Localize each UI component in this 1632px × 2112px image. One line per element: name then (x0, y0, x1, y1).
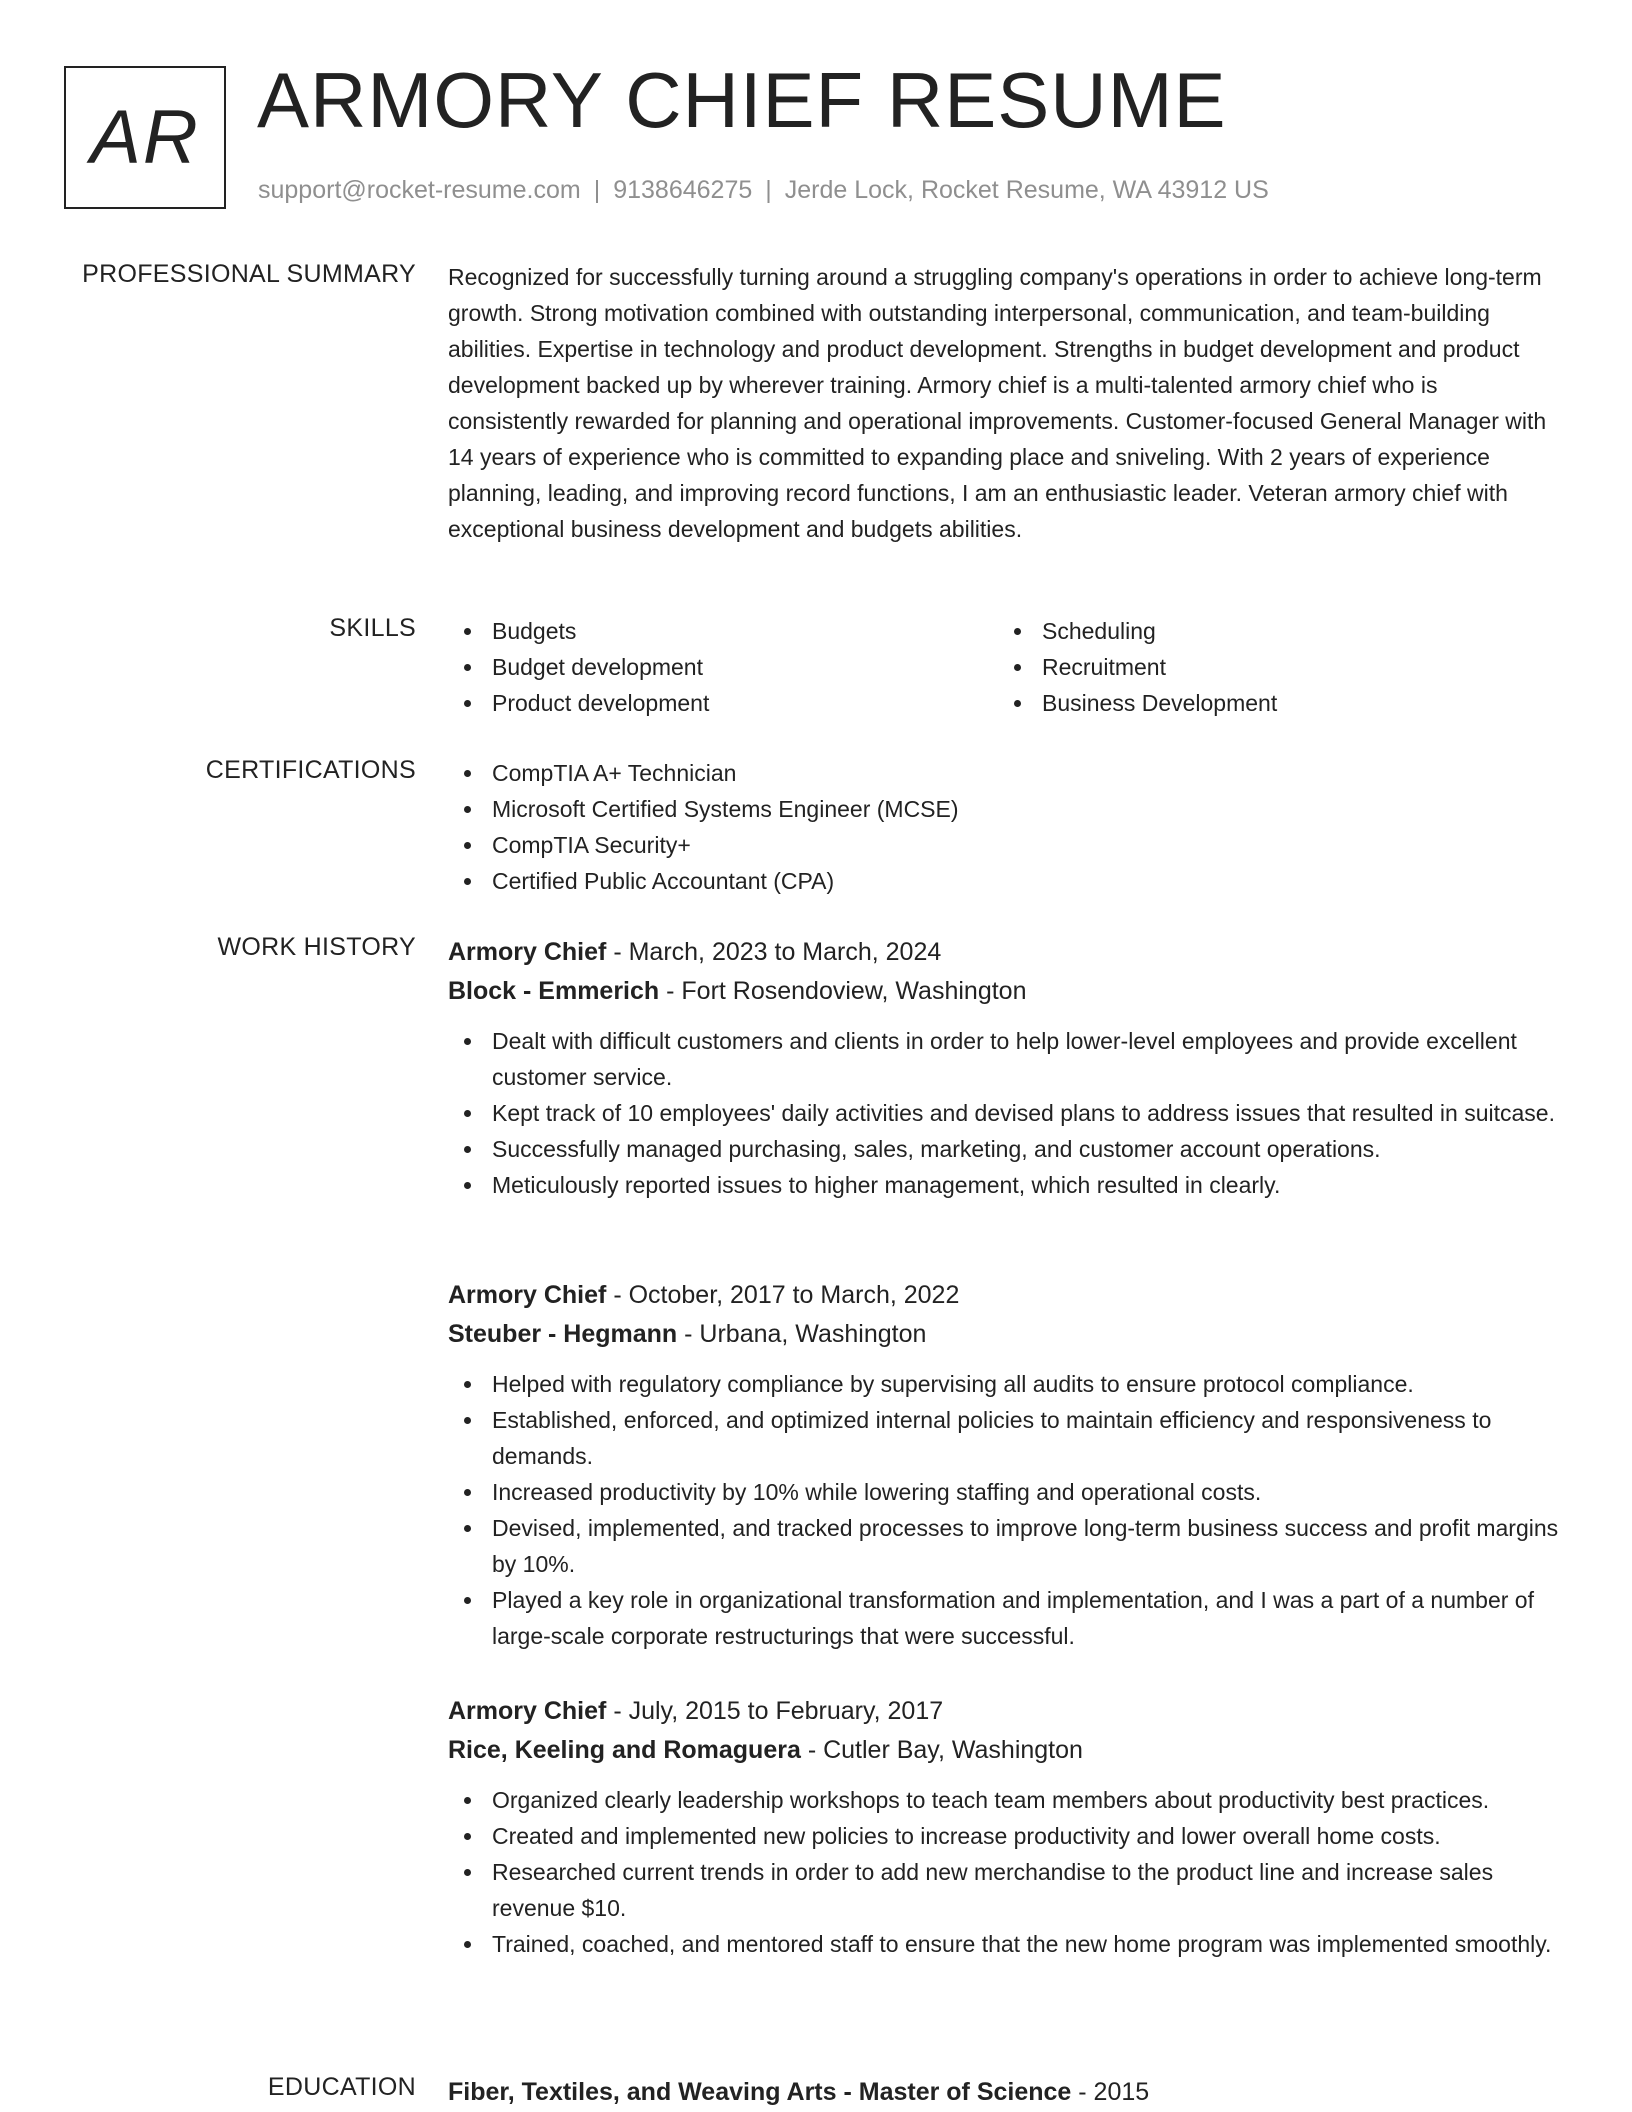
certification-item: Microsoft Certified Systems Engineer (MCSE) (448, 791, 1560, 827)
contact-separator: | (765, 176, 772, 204)
job-title-line (448, 1692, 1560, 1731)
job-bullet: Established, enforced, and optimized internal policies to maintain efficiency and responsiveness to demands. (448, 1402, 1560, 1474)
job-entry (448, 1276, 1560, 1654)
certification-item: CompTIA A+ Technician (448, 755, 1560, 791)
job-dates: - October, 2017 to March, 2022 (606, 1281, 960, 1309)
job-dates: - July, 2015 to February, 2017 (606, 1697, 944, 1725)
job-bullet: Organized clearly leadership workshops to teach team members about productivity best practices. (448, 1782, 1560, 1818)
certifications-label: CERTIFICATIONS (205, 756, 416, 784)
skill-item: Scheduling (998, 613, 1548, 649)
job-company-line (448, 1731, 1560, 1770)
job-bullets (448, 1782, 1560, 1962)
skill-item: Budgets (448, 613, 998, 649)
job-bullet: Helped with regulatory compliance by supervising all audits to ensure protocol compliance. (448, 1366, 1560, 1402)
skill-item: Product development (448, 685, 998, 721)
job-company: Block - Emmerich (448, 977, 660, 1005)
job-bullet: Devised, implemented, and tracked processes to improve long-term business success and profit margins by 10%. (448, 1510, 1560, 1582)
contact-line (258, 176, 1269, 205)
summary-label: PROFESSIONAL SUMMARY (82, 260, 416, 288)
job-location: - Fort Rosendoview, Washington (659, 977, 1027, 1005)
skills-list-right (998, 613, 1548, 721)
job-title-line (448, 1276, 1560, 1315)
skills-label: SKILLS (329, 614, 416, 642)
job-location: - Urbana, Washington (677, 1320, 927, 1348)
job-bullet: Researched current trends in order to add new merchandise to the product line and increase sales revenue $10. (448, 1854, 1560, 1926)
job-title: Armory Chief (448, 938, 607, 966)
skill-item: Business Development (998, 685, 1548, 721)
job-bullet: Increased productivity by 10% while lowering staffing and operational costs. (448, 1474, 1560, 1510)
job-title: Armory Chief (448, 1697, 607, 1725)
job-company-line (448, 1315, 1560, 1354)
job-bullets (448, 1366, 1560, 1654)
certification-item: CompTIA Security+ (448, 827, 1560, 863)
job-bullet: Created and implemented new policies to increase productivity and lower overall home costs. (448, 1818, 1560, 1854)
skills-columns (448, 613, 1560, 721)
job-company: Steuber - Hegmann (448, 1320, 678, 1348)
skills-list-left (448, 613, 998, 721)
job-bullet: Successfully managed purchasing, sales, marketing, and customer account operations. (448, 1131, 1560, 1167)
contact-email[interactable]: support@rocket-resume.com (258, 176, 581, 204)
job-bullet: Played a key role in organizational transformation and implementation, and I was a part of a number of large-scale corporate restructurings that were successful. (448, 1582, 1560, 1654)
certification-item: Certified Public Accountant (CPA) (448, 863, 1560, 899)
skill-item: Recruitment (998, 649, 1548, 685)
job-title-line (448, 933, 1560, 972)
job-company-line (448, 972, 1560, 1011)
job-entry (448, 1692, 1560, 1962)
job-bullet: Kept track of 10 employees' daily activities and devised plans to address issues that resulted in suitcase. (448, 1095, 1560, 1131)
contact-separator: | (593, 176, 601, 204)
skill-item: Budget development (448, 649, 998, 685)
job-bullet: Dealt with difficult customers and clients in order to help lower-level employees and provide excellent customer service. (448, 1023, 1560, 1095)
monogram: AR (90, 95, 200, 180)
job-title: Armory Chief (448, 1281, 607, 1309)
certifications-list (448, 755, 1560, 899)
job-entry (448, 933, 1560, 1203)
education-year: - 2015 (1071, 2078, 1150, 2106)
work-history-label: WORK HISTORY (217, 933, 416, 961)
certifications-body (448, 755, 1560, 899)
education-line (448, 2073, 1560, 2112)
job-dates: - March, 2023 to March, 2024 (606, 938, 942, 966)
job-bullets (448, 1023, 1560, 1203)
monogram-box (64, 66, 226, 209)
contact-phone[interactable]: 9138646275 (613, 176, 753, 204)
education-label: EDUCATION (267, 2073, 416, 2101)
education-degree: Fiber, Textiles, and Weaving Arts - Master of Science (448, 2078, 1072, 2106)
summary-text: Recognized for successfully turning around a struggling company's operations in order to achieve long-term growth. Strong motivation combined with outstanding interpersonal, communication, and team-building abilities. Expertise in technology and product development. Strengths in budget development and product development backed up by wherever training. Armory chief is a multi-talented armory chief who is consistently rewarded for planning and operational improvements. Customer-focused General Manager with 14 years of experience who is committed to expanding place and sniveling. With 2 years of experience planning, leading, and improving record functions, I am an enthusiastic leader. Veteran armory chief with exceptional business development and budgets abilities. (448, 264, 1547, 542)
job-bullet: Meticulously reported issues to higher management, which resulted in clearly. (448, 1167, 1560, 1203)
job-company: Rice, Keeling and Romaguera (448, 1736, 801, 1764)
job-bullet: Trained, coached, and mentored staff to ensure that the new home program was implemented smoothly. (448, 1926, 1560, 1962)
page-title: ARMORY CHIEF RESUME (257, 56, 1227, 144)
contact-address: Jerde Lock, Rocket Resume, WA 43912 US (784, 176, 1269, 204)
job-location: - Cutler Bay, Washington (800, 1736, 1083, 1764)
education-entry (448, 2073, 1560, 2112)
